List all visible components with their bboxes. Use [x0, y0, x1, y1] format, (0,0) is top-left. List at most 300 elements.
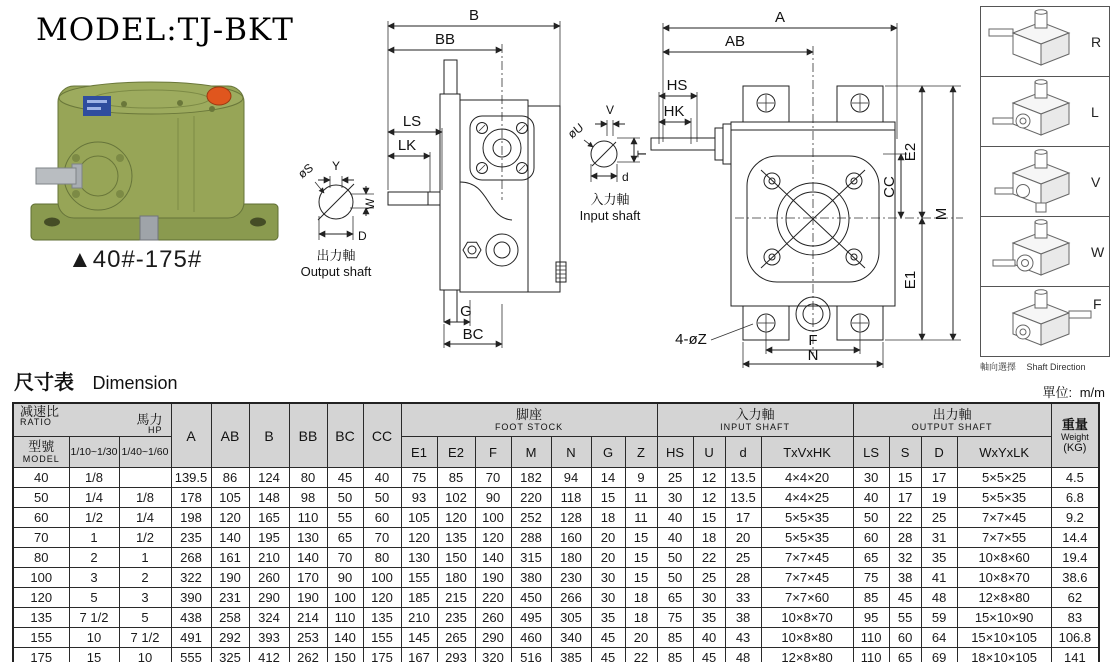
- table-row: [13, 568, 1099, 588]
- value-cell: 38.6: [1051, 568, 1099, 588]
- value-cell: 3: [119, 588, 171, 608]
- dim-label-bb: BB: [434, 31, 456, 48]
- dim-label-cc: CC: [881, 176, 898, 198]
- value-cell: 155: [401, 568, 437, 588]
- value-cell: 182: [511, 468, 551, 488]
- table-row: [13, 588, 1099, 608]
- col-header-cc: CC: [363, 403, 401, 468]
- dim-label-bc: BC: [462, 326, 484, 343]
- shaft-option-w-label: W: [1091, 244, 1105, 260]
- dim-label-ls: LS: [402, 113, 422, 130]
- breather-cap: [207, 87, 231, 105]
- value-cell: 555: [171, 648, 211, 662]
- value-cell: 38: [889, 568, 921, 588]
- shaft-option-l-label: L: [1091, 104, 1099, 120]
- col-header-ratio-2: 1/40~1/60: [119, 437, 171, 468]
- value-cell: 120: [437, 508, 475, 528]
- value-cell: 235: [171, 528, 211, 548]
- value-cell: 322: [171, 568, 211, 588]
- table-row: [13, 608, 1099, 628]
- model-cell: 40: [13, 468, 69, 488]
- value-cell: 265: [437, 628, 475, 648]
- col-header-bc: BC: [327, 403, 363, 468]
- value-cell: 9.2: [1051, 508, 1099, 528]
- value-cell: 60: [363, 508, 401, 528]
- value-cell: 290: [249, 588, 289, 608]
- dim-label-e1: E1: [902, 270, 919, 290]
- dim-label-lk: LK: [397, 137, 417, 154]
- value-cell: 10×8×70: [761, 608, 853, 628]
- value-cell: 110: [853, 628, 889, 648]
- value-cell: 150: [327, 648, 363, 662]
- dim-label-b: B: [468, 7, 480, 24]
- value-cell: 65: [657, 588, 693, 608]
- value-cell: 7 1/2: [69, 608, 119, 628]
- value-cell: 100: [327, 588, 363, 608]
- value-cell: 30: [693, 588, 725, 608]
- value-cell: 48: [921, 588, 957, 608]
- shaft-option-r-drawing: [981, 7, 1107, 74]
- value-cell: 139.5: [171, 468, 211, 488]
- value-cell: 50: [853, 508, 889, 528]
- value-cell: 19: [921, 488, 957, 508]
- value-cell: 292: [211, 628, 249, 648]
- dim-label-y: Y: [331, 159, 341, 173]
- value-cell: 2: [69, 548, 119, 568]
- value-cell: 235: [437, 608, 475, 628]
- value-cell: 41: [921, 568, 957, 588]
- value-cell: 20: [725, 528, 761, 548]
- value-cell: 43: [725, 628, 761, 648]
- value-cell: 1: [69, 528, 119, 548]
- value-cell: 20: [591, 528, 625, 548]
- value-cell: 5×5×35: [957, 488, 1051, 508]
- value-cell: 80: [363, 548, 401, 568]
- value-cell: 40: [657, 528, 693, 548]
- group-header-foot-stock: 脚座 FOOT STOCK: [401, 403, 657, 437]
- value-cell: 160: [551, 528, 591, 548]
- shaft-direction-panel: [980, 6, 1110, 357]
- value-cell: 198: [171, 508, 211, 528]
- value-cell: 288: [511, 528, 551, 548]
- value-cell: 15×10×105: [957, 628, 1051, 648]
- shaft-option-w-drawing: [981, 217, 1107, 284]
- value-cell: 5×5×35: [761, 528, 853, 548]
- value-cell: 9: [625, 468, 657, 488]
- value-cell: 95: [853, 608, 889, 628]
- value-cell: 30: [591, 588, 625, 608]
- table-row: [13, 508, 1099, 528]
- value-cell: 161: [211, 548, 249, 568]
- value-cell: 10×8×80: [761, 628, 853, 648]
- value-cell: 106.8: [1051, 628, 1099, 648]
- value-cell: 48: [725, 648, 761, 662]
- value-cell: 130: [401, 548, 437, 568]
- value-cell: 80: [289, 468, 327, 488]
- value-cell: 17: [921, 468, 957, 488]
- value-cell: 85: [657, 628, 693, 648]
- value-cell: 10: [69, 628, 119, 648]
- value-cell: 231: [211, 588, 249, 608]
- value-cell: 30: [591, 568, 625, 588]
- dim-label-f: F: [808, 332, 818, 349]
- col-header-ratio-1: 1/10~1/30: [69, 437, 119, 468]
- value-cell: 100: [363, 568, 401, 588]
- value-cell: 120: [401, 528, 437, 548]
- shaft-direction-caption-zh: 軸向選擇: [980, 362, 1017, 372]
- table-row: [13, 488, 1099, 508]
- value-cell: 45: [327, 468, 363, 488]
- value-cell: 7×7×45: [761, 568, 853, 588]
- shaft-option-f-drawing: [981, 287, 1107, 354]
- value-cell: 12×8×80: [957, 588, 1051, 608]
- nameplate: [83, 96, 111, 116]
- col-header-z: Z: [625, 437, 657, 468]
- dim-label-g: G: [460, 303, 472, 320]
- value-cell: 30: [853, 468, 889, 488]
- value-cell: 75: [401, 468, 437, 488]
- model-cell: 60: [13, 508, 69, 528]
- output-shaft-label-zh: 出力軸: [316, 248, 356, 263]
- dim-label-w: W: [363, 198, 377, 210]
- value-cell: 25: [657, 468, 693, 488]
- col-header-bb: BB: [289, 403, 327, 468]
- value-cell: 170: [289, 568, 327, 588]
- dim-label-v: V: [605, 103, 615, 117]
- value-cell: 253: [289, 628, 327, 648]
- col-header-tvhk: TxVxHK: [761, 437, 853, 468]
- dim-label-hk: HK: [663, 103, 685, 120]
- value-cell: 6.8: [1051, 488, 1099, 508]
- col-header-e1: E1: [401, 437, 437, 468]
- value-cell: 324: [249, 608, 289, 628]
- output-shaft-label-en: Output shaft: [300, 264, 372, 279]
- value-cell: 65: [889, 648, 921, 662]
- value-cell: 25: [693, 568, 725, 588]
- value-cell: 17: [725, 508, 761, 528]
- model-cell: 120: [13, 588, 69, 608]
- value-cell: 10×8×60: [957, 548, 1051, 568]
- value-cell: 128: [551, 508, 591, 528]
- value-cell: 40: [693, 628, 725, 648]
- value-cell: 7 1/2: [119, 628, 171, 648]
- section-title-zh: 尺寸表: [14, 372, 74, 394]
- value-cell: 220: [511, 488, 551, 508]
- value-cell: 22: [625, 648, 657, 662]
- value-cell: 90: [475, 488, 511, 508]
- value-cell: 93: [401, 488, 437, 508]
- value-cell: 62: [1051, 588, 1099, 608]
- value-cell: 40: [853, 488, 889, 508]
- value-cell: 12: [693, 468, 725, 488]
- value-cell: 18: [591, 508, 625, 528]
- value-cell: 17: [889, 488, 921, 508]
- value-cell: 460: [511, 628, 551, 648]
- value-cell: 14: [591, 468, 625, 488]
- col-header-b: B: [249, 403, 289, 468]
- col-header-m: M: [511, 437, 551, 468]
- value-cell: 7×7×45: [957, 508, 1051, 528]
- value-cell: 28: [725, 568, 761, 588]
- value-cell: 98: [289, 488, 327, 508]
- value-cell: [119, 468, 171, 488]
- value-cell: 190: [211, 568, 249, 588]
- value-cell: 110: [289, 508, 327, 528]
- value-cell: 190: [289, 588, 327, 608]
- value-cell: 262: [289, 648, 327, 662]
- value-cell: 4.5: [1051, 468, 1099, 488]
- value-cell: 180: [437, 568, 475, 588]
- value-cell: 1/8: [69, 468, 119, 488]
- dim-label-d: D: [358, 229, 367, 243]
- value-cell: 70: [363, 528, 401, 548]
- value-cell: 45: [591, 648, 625, 662]
- value-cell: 140: [475, 548, 511, 568]
- value-cell: 18: [625, 588, 657, 608]
- value-cell: 220: [475, 588, 511, 608]
- value-cell: 165: [249, 508, 289, 528]
- value-cell: 393: [249, 628, 289, 648]
- value-cell: 145: [401, 628, 437, 648]
- value-cell: 325: [211, 648, 249, 662]
- value-cell: 18: [625, 608, 657, 628]
- value-cell: 15: [591, 488, 625, 508]
- value-cell: 385: [551, 648, 591, 662]
- value-cell: 22: [693, 548, 725, 568]
- dim-label-n: N: [807, 347, 819, 364]
- value-cell: 35: [921, 548, 957, 568]
- value-cell: 110: [327, 608, 363, 628]
- value-cell: 64: [921, 628, 957, 648]
- model-cell: 70: [13, 528, 69, 548]
- value-cell: 293: [437, 648, 475, 662]
- value-cell: 5×5×25: [957, 468, 1051, 488]
- product-photo: [28, 58, 283, 256]
- value-cell: 266: [551, 588, 591, 608]
- value-cell: 140: [211, 528, 249, 548]
- value-cell: 150: [437, 548, 475, 568]
- col-header-g: G: [591, 437, 625, 468]
- value-cell: 35: [693, 608, 725, 628]
- model-cell: 175: [13, 648, 69, 662]
- value-cell: 59: [921, 608, 957, 628]
- value-cell: 45: [693, 648, 725, 662]
- corner-header: [13, 403, 171, 437]
- value-cell: 190: [475, 568, 511, 588]
- value-cell: 124: [249, 468, 289, 488]
- col-header-e2: E2: [437, 437, 475, 468]
- value-cell: 13.5: [725, 488, 761, 508]
- col-header-d: d: [725, 437, 761, 468]
- shaft-option-f-label: F: [1093, 296, 1102, 312]
- value-cell: 7×7×60: [761, 588, 853, 608]
- dim-label-hs: HS: [666, 77, 688, 94]
- value-cell: 12: [693, 488, 725, 508]
- value-cell: 45: [889, 588, 921, 608]
- value-cell: 85: [657, 648, 693, 662]
- value-cell: 50: [363, 488, 401, 508]
- value-cell: 15: [625, 548, 657, 568]
- value-cell: 55: [327, 508, 363, 528]
- value-cell: 65: [327, 528, 363, 548]
- value-cell: 38: [725, 608, 761, 628]
- section-title-en: Dimension: [92, 373, 178, 393]
- shaft-option-v-label: V: [1091, 174, 1101, 190]
- value-cell: 32: [889, 548, 921, 568]
- value-cell: 69: [921, 648, 957, 662]
- value-cell: 65: [853, 548, 889, 568]
- dimension-table: [12, 402, 1100, 662]
- value-cell: 33: [725, 588, 761, 608]
- value-cell: 11: [625, 508, 657, 528]
- value-cell: 495: [511, 608, 551, 628]
- dim-label-t: T: [635, 150, 649, 158]
- value-cell: 110: [853, 648, 889, 662]
- value-cell: 15: [625, 568, 657, 588]
- value-cell: 516: [511, 648, 551, 662]
- value-cell: 215: [437, 588, 475, 608]
- value-cell: 94: [551, 468, 591, 488]
- shaft-direction-caption-en: Shaft Direction: [1026, 362, 1086, 372]
- value-cell: 141: [1051, 648, 1099, 662]
- col-header-hs: HS: [657, 437, 693, 468]
- value-cell: 70: [475, 468, 511, 488]
- value-cell: 380: [511, 568, 551, 588]
- value-cell: 50: [657, 548, 693, 568]
- unit-value: m/m: [1079, 385, 1105, 400]
- value-cell: 2: [119, 568, 171, 588]
- value-cell: 120: [363, 588, 401, 608]
- value-cell: 120: [475, 528, 511, 548]
- shaft-option-w: [981, 217, 1109, 287]
- value-cell: 10×8×70: [957, 568, 1051, 588]
- shaft-option-v: [981, 147, 1109, 217]
- value-cell: 13.5: [725, 468, 761, 488]
- table-row: [13, 528, 1099, 548]
- input-shaft-label-zh: 入力軸: [590, 192, 630, 207]
- value-cell: 102: [437, 488, 475, 508]
- value-cell: 28: [889, 528, 921, 548]
- value-cell: 268: [171, 548, 211, 568]
- value-cell: 5: [69, 588, 119, 608]
- shaft-option-l: [981, 77, 1109, 147]
- col-header-f: F: [475, 437, 511, 468]
- value-cell: 15: [693, 508, 725, 528]
- value-cell: 12×8×80: [761, 648, 853, 662]
- value-cell: 11: [625, 488, 657, 508]
- value-cell: 22: [889, 508, 921, 528]
- value-cell: 50: [327, 488, 363, 508]
- value-cell: 175: [363, 648, 401, 662]
- model-cell: 100: [13, 568, 69, 588]
- value-cell: 105: [401, 508, 437, 528]
- value-cell: 260: [249, 568, 289, 588]
- value-cell: 1/8: [119, 488, 171, 508]
- value-cell: 210: [249, 548, 289, 568]
- value-cell: 75: [853, 568, 889, 588]
- unit-label: 單位:: [1042, 385, 1073, 400]
- dim-label-dd: d: [622, 170, 629, 184]
- value-cell: 140: [327, 628, 363, 648]
- value-cell: 4×4×20: [761, 468, 853, 488]
- dim-label-os: øS: [295, 160, 316, 182]
- value-cell: 195: [249, 528, 289, 548]
- value-cell: 30: [657, 488, 693, 508]
- value-cell: 130: [289, 528, 327, 548]
- value-cell: 15: [625, 528, 657, 548]
- value-cell: 305: [551, 608, 591, 628]
- input-shaft-label-en: Input shaft: [579, 208, 641, 223]
- value-cell: 258: [211, 608, 249, 628]
- value-cell: 19.4: [1051, 548, 1099, 568]
- value-cell: 15×10×90: [957, 608, 1051, 628]
- value-cell: 148: [249, 488, 289, 508]
- table-row: [13, 628, 1099, 648]
- group-header-output-shaft: 出力軸 OUTPUT SHAFT: [853, 403, 1051, 437]
- value-cell: 7×7×55: [957, 528, 1051, 548]
- col-header-model: 型號 MODEL: [13, 437, 69, 468]
- value-cell: 90: [327, 568, 363, 588]
- value-cell: 40: [657, 508, 693, 528]
- value-cell: 320: [475, 648, 511, 662]
- dim-label-ab: AB: [724, 33, 746, 50]
- hp-header: 馬力 HP: [136, 412, 163, 435]
- value-cell: 450: [511, 588, 551, 608]
- value-cell: 14.4: [1051, 528, 1099, 548]
- dim-label-ou: øU: [564, 120, 587, 142]
- value-cell: 180: [551, 548, 591, 568]
- model-cell: 155: [13, 628, 69, 648]
- value-cell: 185: [401, 588, 437, 608]
- value-cell: 45: [591, 628, 625, 648]
- value-cell: 35: [591, 608, 625, 628]
- value-cell: 3: [69, 568, 119, 588]
- value-cell: 20: [625, 628, 657, 648]
- group-header-input-shaft: 入力軸 INPUT SHAFT: [657, 403, 853, 437]
- value-cell: 86: [211, 468, 249, 488]
- value-cell: 340: [551, 628, 591, 648]
- value-cell: 15: [889, 468, 921, 488]
- col-header-d2: D: [921, 437, 957, 468]
- value-cell: 85: [437, 468, 475, 488]
- value-cell: 290: [475, 628, 511, 648]
- col-header-ls: LS: [853, 437, 889, 468]
- ratio-header: 减速比 RATIO: [20, 404, 60, 427]
- dim-label-e2: E2: [902, 142, 919, 162]
- col-header-n: N: [551, 437, 591, 468]
- value-cell: 70: [327, 548, 363, 568]
- value-cell: 60: [889, 628, 921, 648]
- col-header-a: A: [171, 403, 211, 468]
- value-cell: 120: [211, 508, 249, 528]
- value-cell: 83: [1051, 608, 1099, 628]
- shaft-option-v-drawing: [981, 147, 1107, 214]
- value-cell: 20: [591, 548, 625, 568]
- value-cell: 315: [511, 548, 551, 568]
- value-cell: 105: [211, 488, 249, 508]
- model-cell: 80: [13, 548, 69, 568]
- value-cell: 135: [363, 608, 401, 628]
- shaft-option-f: [981, 287, 1109, 356]
- table-row: [13, 648, 1099, 662]
- value-cell: 155: [363, 628, 401, 648]
- shaft-option-r-label: R: [1091, 34, 1102, 50]
- value-cell: 15: [69, 648, 119, 662]
- dim-label-4oz: 4-øZ: [675, 331, 707, 348]
- value-cell: 50: [657, 568, 693, 588]
- col-header-weight: 重量 Weight (KG): [1051, 403, 1099, 468]
- value-cell: 31: [921, 528, 957, 548]
